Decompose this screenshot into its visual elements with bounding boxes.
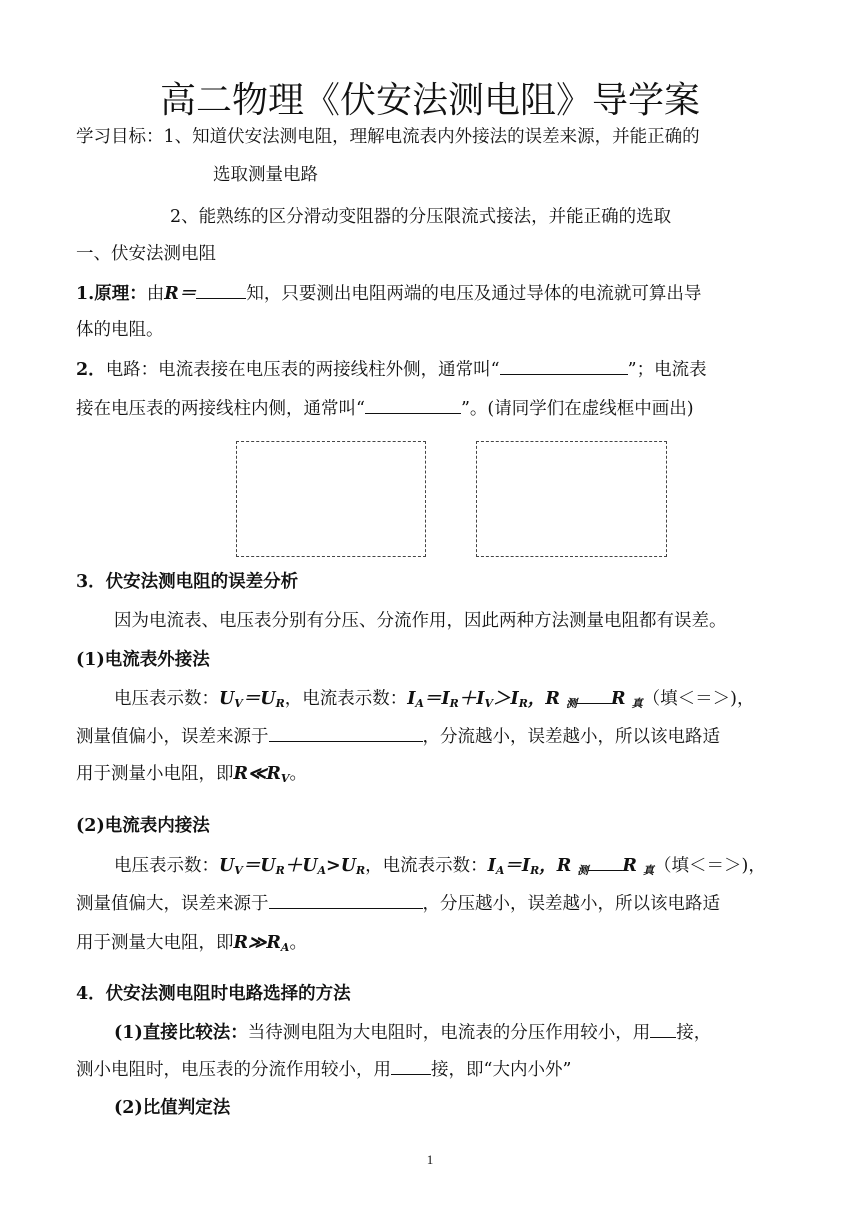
fill-blank[interactable] — [391, 1057, 431, 1075]
circuit-line-2 — [76, 396, 694, 421]
method-1-line-1 — [114, 1020, 711, 1045]
subsection-heading: 3．伏安法测电阻的误差分析 — [76, 572, 299, 592]
circuit-num: 2． — [76, 360, 106, 380]
text: 测小电阻时，电压表的分流作用较小，用 — [76, 1060, 391, 1080]
internal-line-2 — [76, 891, 720, 916]
text: 用于测量小电阻，即 — [76, 764, 234, 784]
drawing-box-right[interactable] — [476, 441, 667, 557]
formula: R 真 — [622, 856, 654, 877]
text: （填＜＝＞)， — [654, 856, 766, 876]
method-2-label: (2)比值判定法 — [114, 1098, 231, 1118]
circuit-text-a: 电路：电流表接在电压表的两接线柱外侧，通常叫“ — [105, 360, 500, 380]
page-number: 1 — [426, 1152, 434, 1167]
fill-blank[interactable] — [588, 853, 622, 871]
text: 测量值偏大，误差来源于 — [76, 894, 269, 914]
text: 接，即“大内小外” — [431, 1060, 572, 1080]
formula: IA＝IR，R 测 — [487, 856, 589, 877]
text: 用于测量大电阻，即 — [76, 933, 234, 953]
fill-blank[interactable] — [500, 357, 628, 375]
principle-line-2: 体的电阻。 — [76, 320, 164, 340]
formula: IA＝IR＋IV＞IR，R 测 — [407, 689, 578, 710]
text: ，电流表示数： — [365, 856, 488, 876]
principle-pre: 由 — [146, 284, 165, 304]
external-line-2 — [76, 724, 720, 749]
circuit-line-1 — [76, 357, 707, 382]
fill-blank[interactable] — [196, 281, 246, 299]
page-title: 高二物理《伏安法测电阻》导学案 — [159, 80, 700, 121]
principle-line — [76, 281, 701, 306]
external-method-heading: (1)电流表外接法 — [76, 650, 210, 670]
text: 测量值偏小，误差来源于 — [76, 727, 269, 747]
selection-heading: 4．伏安法测电阻时电路选择的方法 — [76, 984, 351, 1004]
fill-blank[interactable] — [577, 686, 611, 704]
fill-blank[interactable] — [650, 1020, 676, 1038]
method-1-line-2 — [76, 1057, 571, 1082]
formula: UV＝UR＋UA>UR — [219, 856, 366, 877]
formula: R≫RA — [233, 933, 290, 954]
fill-blank[interactable] — [365, 396, 461, 414]
circuit-text-d: ”。(请同学们在虚线框中画出) — [460, 399, 694, 419]
method-1-label: (1)直接比较法： — [114, 1023, 248, 1043]
intro-text: 因为电流表、电压表分别有分压、分流作用，因此两种方法测量电阻都有误差。 — [114, 611, 727, 631]
text: 电压表示数： — [114, 689, 219, 709]
objective-1 — [76, 125, 700, 149]
objective-1-text: 1、知道伏安法测电阻，理解电流表内外接法的误差来源，并能正确的 — [163, 127, 700, 147]
external-line-3: 用于测量小电阻，即R≪RV。 — [76, 764, 307, 785]
internal-line-3: 用于测量大电阻，即R≫RA。 — [76, 933, 307, 954]
objectives-label: 学习目标： — [76, 127, 164, 147]
text: 电压表示数： — [114, 856, 219, 876]
formula: R 真 — [611, 689, 643, 710]
fill-blank[interactable] — [269, 891, 423, 909]
formula-r: R＝ — [164, 284, 197, 304]
text: ，分流越小，误差越小，所以该电路适 — [422, 727, 720, 747]
internal-line-1 — [114, 853, 766, 880]
formula: UV＝UR — [219, 689, 285, 710]
internal-method-heading: (2)电流表内接法 — [76, 816, 210, 836]
principle-label: 1.原理： — [76, 284, 147, 304]
circuit-text-c: 接在电压表的两接线柱内侧，通常叫“ — [76, 399, 365, 419]
objective-1-cont: 选取测量电路 — [213, 165, 318, 185]
external-line-1 — [114, 686, 755, 713]
text: ，分压越小，误差越小，所以该电路适 — [422, 894, 720, 914]
text: 接， — [676, 1023, 712, 1043]
text: ，电流表示数： — [284, 689, 408, 709]
principle-text: 知，只要测出电阻两端的电压及通过导体的电流就可算出导 — [246, 284, 702, 304]
circuit-text-b: ”；电流表 — [627, 360, 707, 380]
text: （填＜＝＞)， — [642, 689, 755, 709]
text: 当待测电阻为大电阻时，电流表的分压作用较小，用 — [247, 1023, 651, 1043]
section-heading: 一、伏安法测电阻 — [76, 244, 216, 264]
formula: R≪RV — [233, 764, 290, 785]
drawing-box-left[interactable] — [236, 441, 426, 557]
fill-blank[interactable] — [269, 724, 423, 742]
objective-2: 2、能熟练的区分滑动变阻器的分压限流式接法，并能正确的选取 — [170, 207, 672, 227]
